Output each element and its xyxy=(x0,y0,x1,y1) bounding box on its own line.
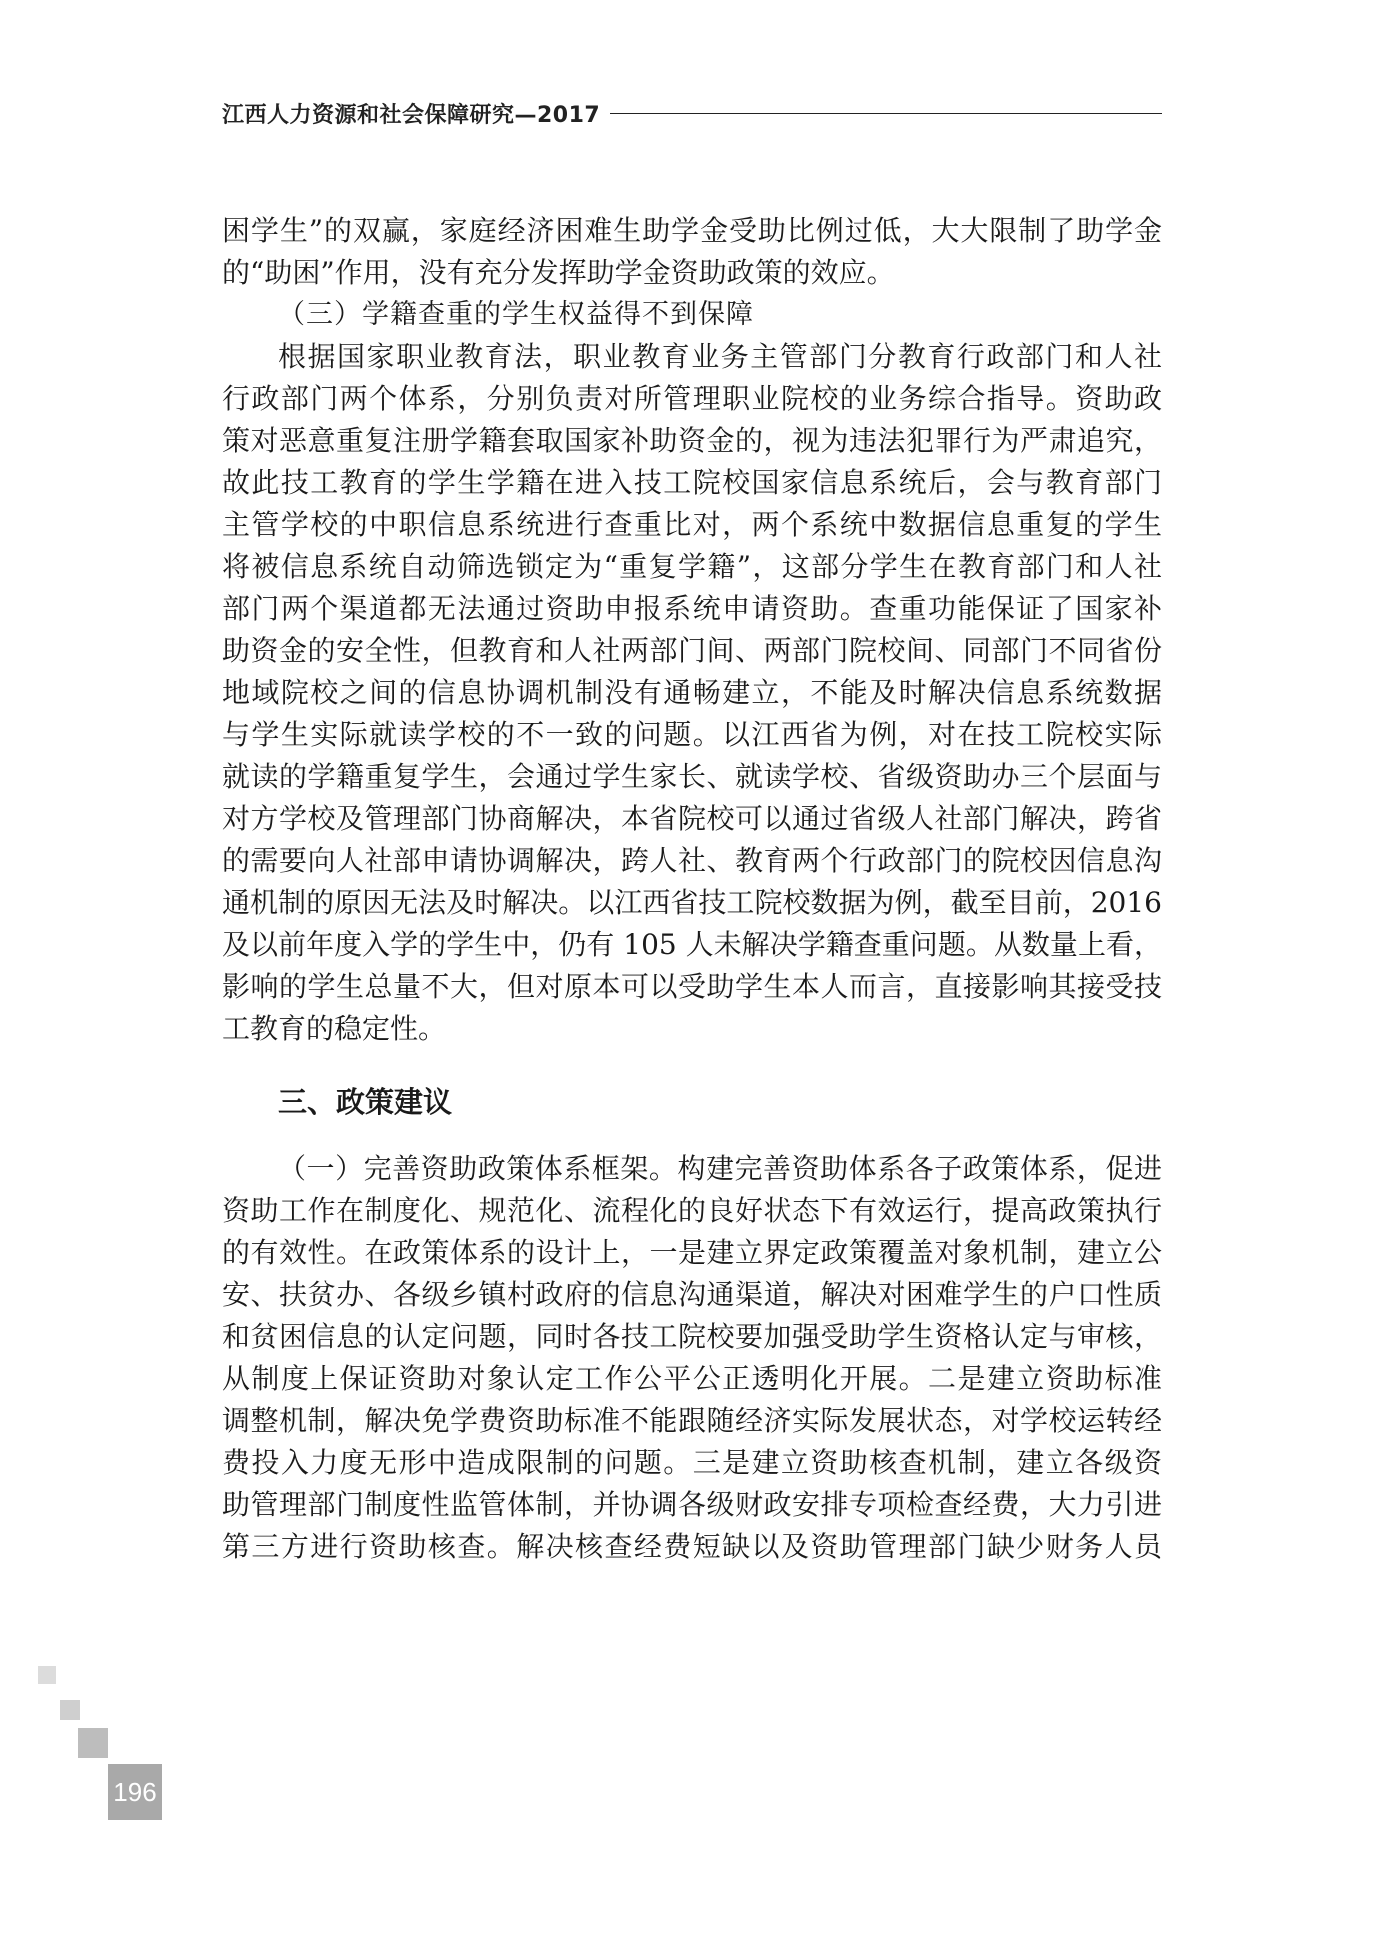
paragraph-3-line: 和贫困信息的认定问题，同时各技工院校要加强受助学生资格认定与审核， xyxy=(222,1320,1162,1353)
body-text xyxy=(222,210,1162,1568)
paragraph-3-line: 费投入力度无形中造成限制的问题。三是建立资助核查机制，建立各级资 xyxy=(222,1446,1162,1479)
decorative-square xyxy=(78,1728,108,1758)
paragraph-3-line: 安、扶贫办、各级乡镇村政府的信息沟通渠道，解决对困难学生的户口性质 xyxy=(222,1278,1162,1311)
paragraph-2-line: 部门两个渠道都无法通过资助申报系统申请资助。查重功能保证了国家补 xyxy=(222,592,1162,625)
running-header xyxy=(222,96,1162,130)
decorative-square xyxy=(38,1666,56,1684)
paragraph-2-line: 主管学校的中职信息系统进行查重比对，两个系统中数据信息重复的学生 xyxy=(222,508,1162,541)
paragraph-2-line: 策对恶意重复注册学籍套取国家补助资金的，视为违法犯罪行为严肃追究， xyxy=(222,424,1162,457)
section-heading: 三、政策建议 xyxy=(278,1085,453,1119)
paragraph-3-line: 调整机制，解决免学费资助标准不能跟随经济实际发展状态，对学校运转经 xyxy=(222,1404,1162,1437)
paragraph-3-line: （一）完善资助政策体系框架。构建完善资助体系各子政策体系，促进 xyxy=(278,1152,1162,1185)
paragraph-2-line: 行政部门两个体系，分别负责对所管理职业院校的业务综合指导。资助政 xyxy=(222,382,1162,415)
paragraph-1-line: 的“助困”作用，没有充分发挥助学金资助政策的效应。 xyxy=(222,256,895,289)
paragraph-2-line: 影响的学生总量不大，但对原本可以受助学生本人而言，直接影响其接受技 xyxy=(222,970,1162,1003)
paragraph-3-line: 资助工作在制度化、规范化、流程化的良好状态下有效运行，提高政策执行 xyxy=(222,1194,1162,1227)
paragraph-2-line: 助资金的安全性，但教育和人社两部门间、两部门院校间、同部门不同省份 xyxy=(222,634,1162,667)
page-number: 196 xyxy=(113,1776,157,1807)
paragraph-2-line: 的需要向人社部申请协调解决，跨人社、教育两个行政部门的院校因信息沟 xyxy=(222,844,1162,877)
paragraph-1-line: 困学生”的双赢，家庭经济困难生助学金受助比例过低，大大限制了助学金 xyxy=(222,214,1162,247)
paragraph-3-line: 从制度上保证资助对象认定工作公平公正透明化开展。二是建立资助标准 xyxy=(222,1362,1162,1395)
paragraph-3-line: 第三方进行资助核查。解决核查经费短缺以及资助管理部门缺少财务人员 xyxy=(222,1530,1162,1563)
paragraph-2-line: 故此技工教育的学生学籍在进入技工院校国家信息系统后，会与教育部门 xyxy=(222,466,1162,499)
decorative-square xyxy=(60,1700,80,1720)
paragraph-3-line: 的有效性。在政策体系的设计上，一是建立界定政策覆盖对象机制，建立公 xyxy=(222,1236,1162,1269)
paragraph-2-line: 通机制的原因无法及时解决。以江西省技工院校数据为例，截至目前，2016 xyxy=(222,886,1162,919)
paragraph-2-line: 及以前年度入学的学生中，仍有 105 人未解决学籍查重问题。从数量上看， xyxy=(222,928,1162,961)
paragraph-2-line: 工教育的稳定性。 xyxy=(222,1012,447,1045)
paragraph-2-line: 将被信息系统自动筛选锁定为“重复学籍”，这部分学生在教育部门和人社 xyxy=(222,550,1162,583)
subheading-three: （三）学籍查重的学生权益得不到保障 xyxy=(278,299,754,330)
page-number-box xyxy=(108,1764,162,1820)
paragraph-2-line: 对方学校及管理部门协商解决，本省院校可以通过省级人社部门解决，跨省 xyxy=(222,802,1162,835)
paragraph-2-line: 根据国家职业教育法，职业教育业务主管部门分教育行政部门和人社 xyxy=(278,340,1162,373)
paragraph-2-line: 与学生实际就读学校的不一致的问题。以江西省为例，对在技工院校实际 xyxy=(222,718,1162,751)
paragraph-3-line: 助管理部门制度性监管体制，并协调各级财政安排专项检查经费，大力引进 xyxy=(222,1488,1162,1521)
header-rule xyxy=(610,113,1162,114)
paragraph-2-line: 就读的学籍重复学生，会通过学生家长、就读学校、省级资助办三个层面与 xyxy=(222,760,1162,793)
paragraph-2-line: 地域院校之间的信息协调机制没有通畅建立，不能及时解决信息系统数据 xyxy=(222,676,1162,709)
running-title: 江西人力资源和社会保障研究—2017 xyxy=(222,102,601,128)
